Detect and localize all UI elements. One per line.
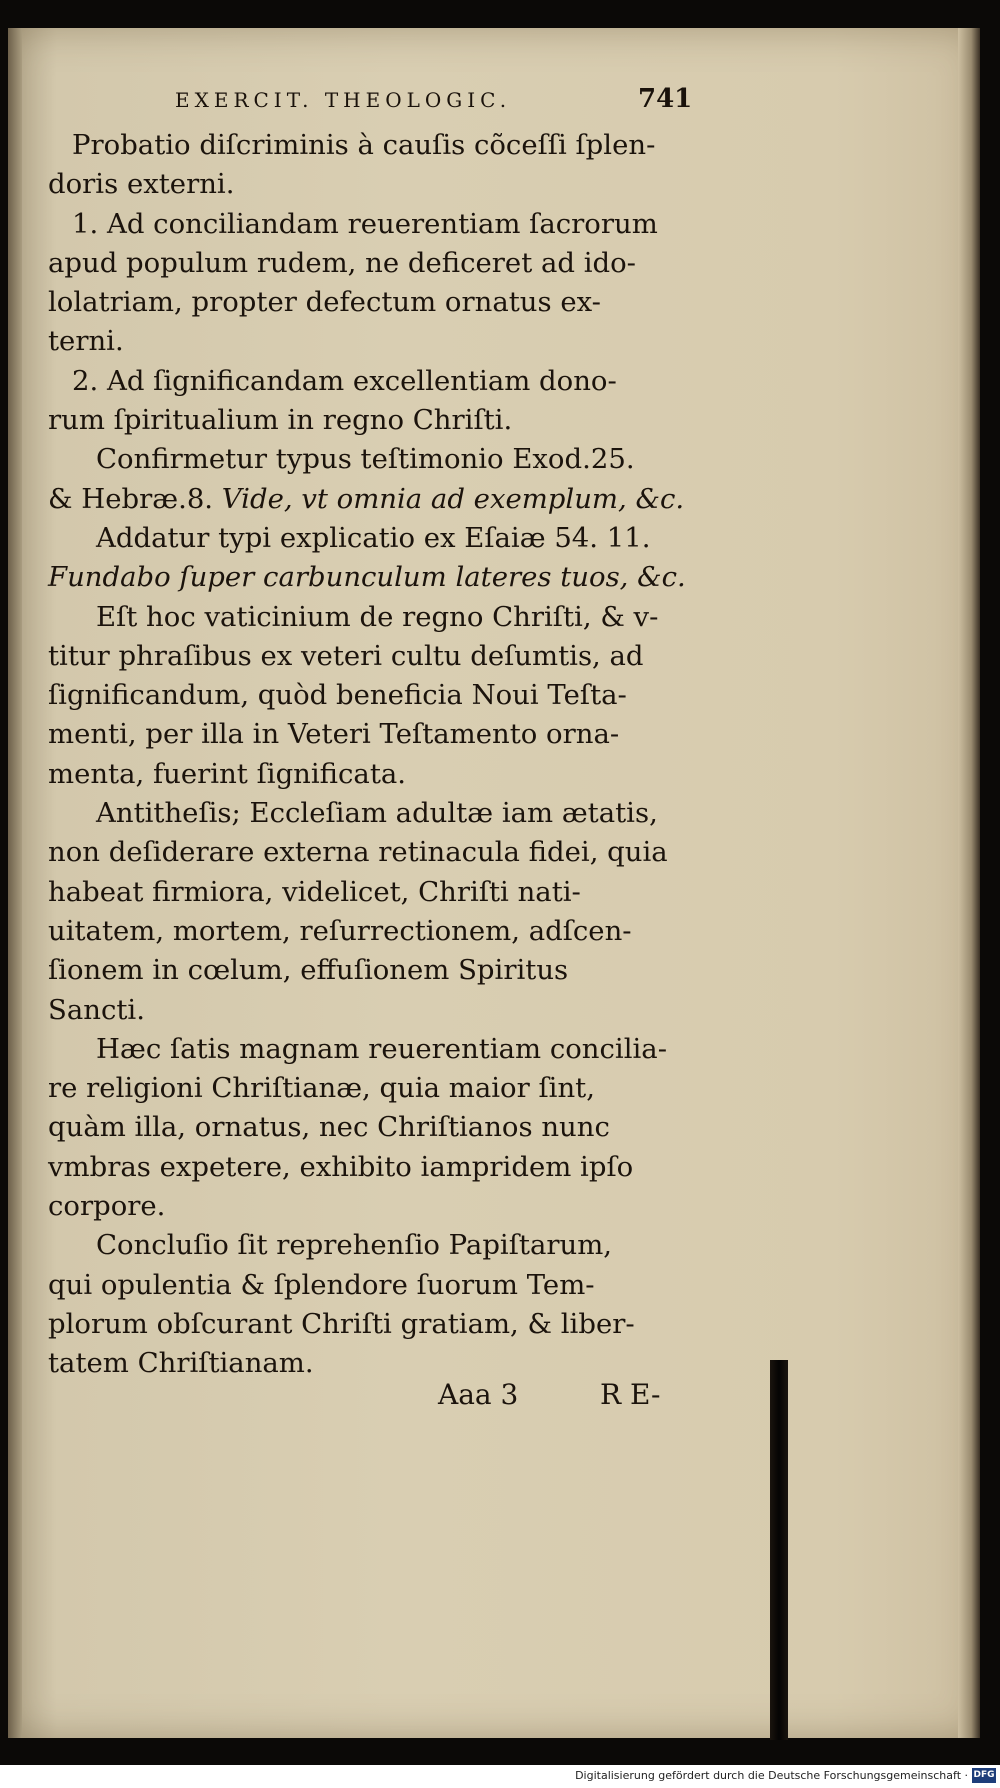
text-line (48, 480, 690, 519)
text-line: habeat firmiora, videlicet, Chriſti nati- (48, 875, 581, 908)
text-line: uitatem, mortem, reſurrectionem, adſcen- (48, 914, 632, 947)
text-line: terni. (48, 325, 124, 358)
dfg-logo-icon: DFG (972, 1768, 996, 1783)
text-line: lolatriam, propter defectum ornatus ex- (48, 286, 601, 319)
text-line: corpore. (48, 1190, 166, 1223)
running-title: EXERCIT. THEOLOGIC. (175, 88, 512, 112)
text-line: menti, per illa in Veteri Teſtamento orna- (48, 718, 620, 751)
body-text (48, 126, 690, 1384)
text-line: re religioni Chriſtianæ, quia maior ſint, (48, 1072, 595, 1105)
digitization-footer (0, 1765, 1000, 1788)
text-line: Confirmetur typus teſtimonio Exod.25. (96, 443, 635, 476)
text-line: 2. Ad ſignificandam excellentiam dono- (72, 364, 617, 397)
page-gutter-left (8, 28, 22, 1738)
text-line: ſionem in cœlum, effuſionem Spiritus (48, 954, 569, 987)
text-line: menta, fuerint ſignificata. (48, 757, 407, 790)
text-line: rum ſpiritualium in regno Chriſti. (48, 404, 513, 437)
text-line: Concluſio ſit reprehenſio Papiſtarum, (96, 1229, 613, 1262)
text-line: ſignificandum, quòd beneficia Noui Teſta- (48, 679, 627, 712)
page-number: 741 (638, 84, 693, 114)
spine-shadow (770, 1360, 788, 1740)
text-line: plorum obſcurant Chriſti gratiam, & liber- (48, 1307, 635, 1340)
signature-mark: Aaa 3 (438, 1378, 519, 1411)
text-line: tatem Chriſtianam. (48, 1347, 314, 1380)
text-line: 1. Ad conciliandam reuerentiam ſacrorum (72, 207, 658, 240)
text-line: Addatur typi explicatio ex Eſaiæ 54. 11. (96, 521, 651, 554)
text-line: doris externi. (48, 168, 235, 201)
text-line: Sancti. (48, 993, 145, 1026)
text-line: Eſt hoc vaticinium de regno Chriſti, & v- (96, 600, 659, 633)
text-line: vmbras expetere, exhibito iampridem ipſo (48, 1150, 634, 1183)
footer-credit: Digitalisierung gefördert durch die Deutsche Forschungsgemeinschaft · (575, 1769, 968, 1782)
text-line: quàm illa, ornatus, nec Chriſtianos nunc (48, 1111, 610, 1144)
text-line-roman: & Hebræ.8. (48, 482, 222, 515)
text-line: non deſiderare externa retinacula fidei, quia (48, 836, 668, 869)
text-line: Probatio diſcriminis à cauſis cõceſſi ſplen- (72, 129, 656, 161)
catchword: R E- (600, 1378, 661, 1411)
text-line: titur phraſibus ex veteri cultu deſumtis, ad (48, 639, 644, 672)
text-line: apud populum rudem, ne deficeret ad ido- (48, 246, 636, 279)
page-edge-right (958, 28, 980, 1738)
text-line: Hæc ſatis magnam reuerentiam concilia- (96, 1032, 667, 1065)
text-line: Fundabo ſuper carbunculum lateres tuos, &c. (48, 561, 686, 594)
text-line: Antitheſis; Eccleſiam adultæ iam ætatis, (96, 797, 658, 830)
text-line-italic: Vide, vt omnia ad exemplum, &c. (221, 482, 685, 515)
text-line: qui opulentia & ſplendore ſuorum Tem- (48, 1268, 595, 1301)
